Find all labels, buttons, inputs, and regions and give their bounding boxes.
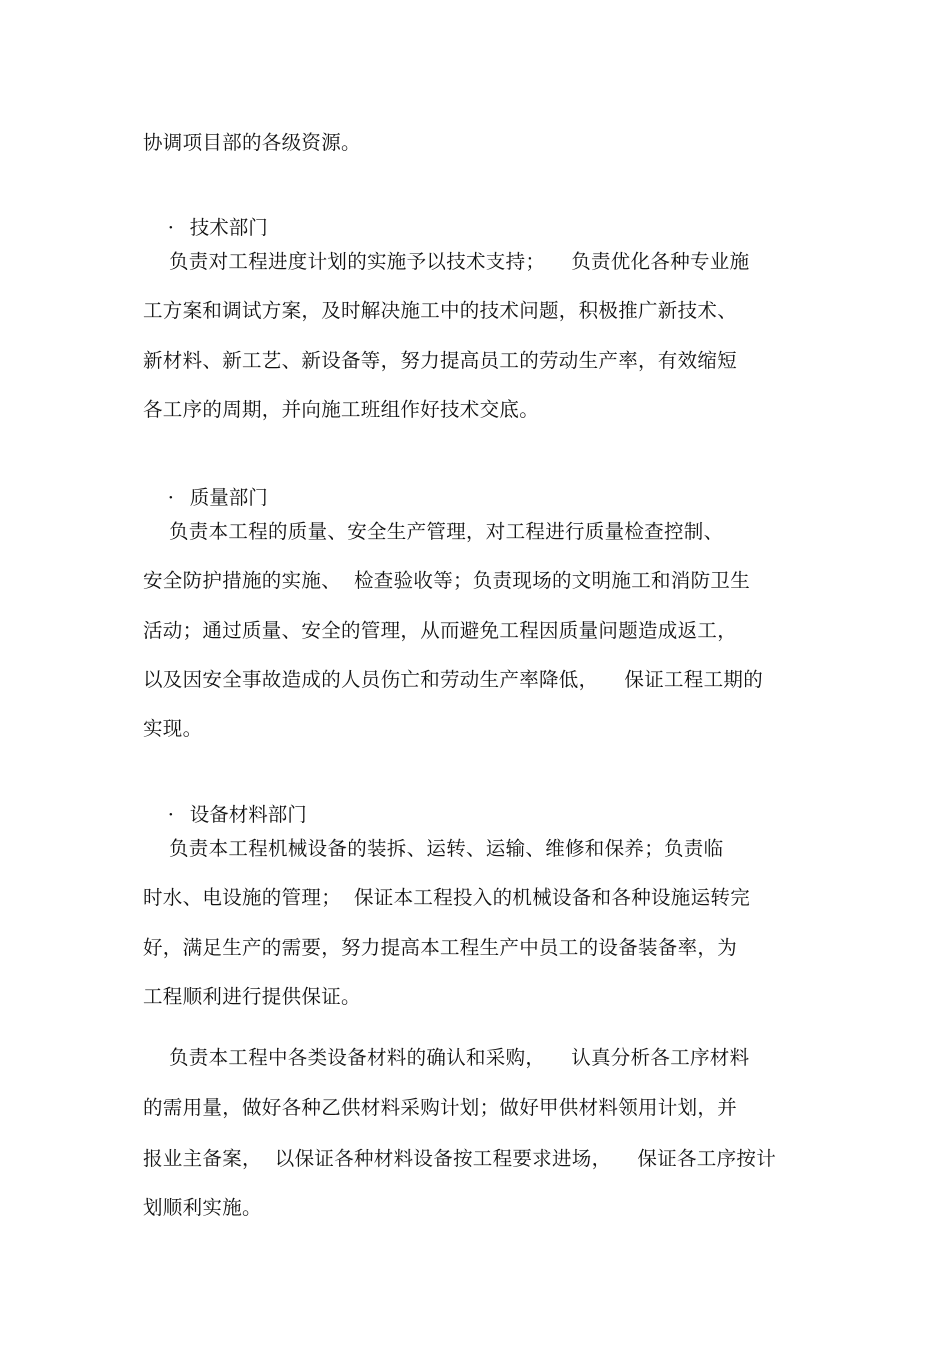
paragraph-line: 负责本工程中各类设备材料的确认和采购， 认真分析各工序材料: [143, 1046, 750, 1069]
paragraph-line: 时水、电设施的管理； 保证本工程投入的机械设备和各种设施运转完: [143, 886, 750, 909]
paragraph-line: 新材料、新工艺、新设备等，努力提高员工的劳动生产率，有效缩短: [143, 349, 738, 372]
section-heading-label: 设备材料部门: [189, 803, 307, 826]
intro-line: 协调项目部的各级资源。: [143, 131, 361, 154]
section-heading-label: 技术部门: [189, 216, 268, 239]
paragraph-line: 划顺利实施。: [143, 1196, 262, 1219]
bullet-icon: ·: [167, 486, 174, 509]
paragraph-line: 负责对工程进度计划的实施予以技术支持； 负责优化各种专业施: [143, 250, 750, 273]
paragraph-line: 以及因安全事故造成的人员伤亡和劳动生产率降低， 保证工程工期的: [143, 668, 763, 691]
paragraph-line: 工程顺利进行提供保证。: [143, 985, 361, 1008]
paragraph-line: 实现。: [143, 717, 203, 740]
paragraph-line: 活动；通过质量、安全的管理，从而避免工程因质量问题造成返工，: [143, 619, 738, 642]
paragraph-line: 报业主备案， 以保证各种材料设备按工程要求进场， 保证各工序按计: [143, 1147, 776, 1170]
paragraph-line: 各工序的周期，并向施工班组作好技术交底。: [143, 398, 540, 421]
paragraph-line: 工方案和调试方案，及时解决施工中的技术问题，积极推广新技术、: [143, 299, 738, 322]
bullet-icon: ·: [167, 216, 174, 239]
paragraph-line: 安全防护措施的实施、 检查验收等；负责现场的文明施工和消防卫生: [143, 569, 750, 592]
paragraph-line: 的需用量，做好各种乙供材料采购计划；做好甲供材料领用计划，并: [143, 1096, 738, 1119]
paragraph-line: 负责本工程机械设备的装拆、运转、运输、维修和保养；负责临: [143, 837, 724, 860]
paragraph-line: 负责本工程的质量、安全生产管理，对工程进行质量检查控制、: [143, 520, 724, 543]
paragraph-line: 好，满足生产的需要，努力提高本工程生产中员工的设备装备率，为: [143, 936, 738, 959]
bullet-icon: ·: [167, 803, 174, 826]
section-heading-label: 质量部门: [189, 486, 268, 509]
